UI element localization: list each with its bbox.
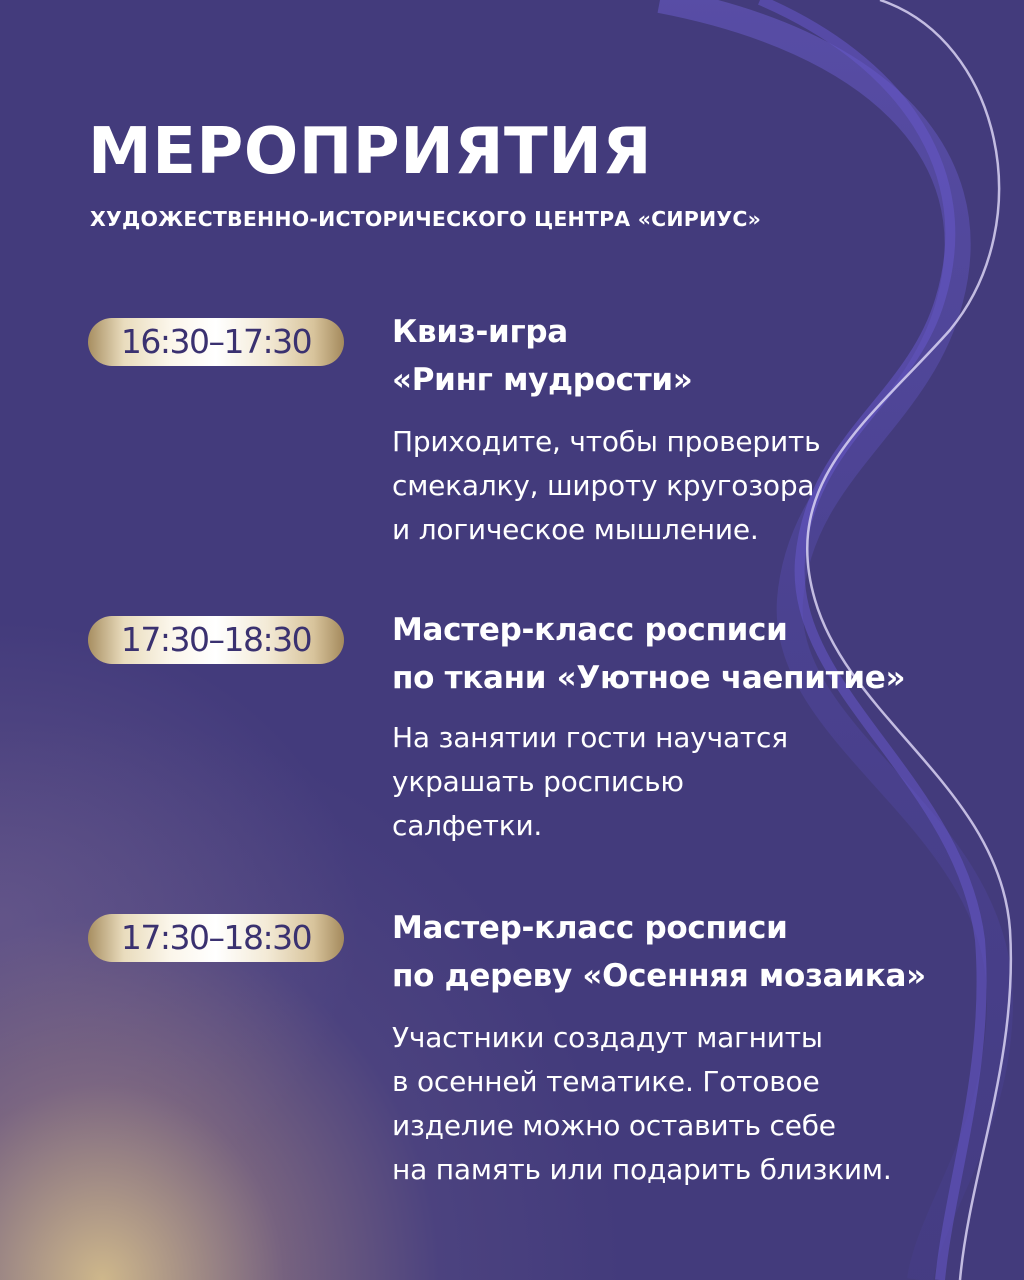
page-title: МЕРОПРИЯТИЯ <box>88 115 653 189</box>
page-subtitle: ХУДОЖЕСТВЕННО-ИСТОРИЧЕСКОГО ЦЕНТРА «СИРИУС» <box>90 207 762 231</box>
event-title-line: «Ринг мудрости» <box>392 362 693 398</box>
event-title-line: Мастер-класс росписи <box>392 612 788 648</box>
event-description-line: в осенней тематике. Готовое <box>392 1065 820 1098</box>
event-description <box>392 716 788 848</box>
event-description-line: На занятии гости научатся <box>392 721 788 754</box>
event-description-line: украшать росписью <box>392 765 684 798</box>
event-description-line: Участники создадут магниты <box>392 1021 823 1054</box>
event-title-line: по ткани «Уютное чаепитие» <box>392 660 906 696</box>
event-title-line: по дереву «Осенняя мозаика» <box>392 958 926 994</box>
event-title <box>392 606 905 702</box>
time-badge: 17:30–18:30 <box>88 616 344 664</box>
event-description-line: Приходите, чтобы проверить <box>392 425 821 458</box>
event-title <box>392 308 693 404</box>
event-description-line: и логическое мышление. <box>392 513 759 546</box>
event-description-line: изделие можно оставить себе <box>392 1109 836 1142</box>
time-badge: 17:30–18:30 <box>88 914 344 962</box>
event-title-line: Квиз-игра <box>392 314 568 350</box>
event-description-line: салфетки. <box>392 809 543 842</box>
event-description-line: на память или подарить близким. <box>392 1153 892 1186</box>
event-title-line: Мастер-класс росписи <box>392 910 788 946</box>
event-description <box>392 1016 892 1192</box>
event-title <box>392 904 926 1000</box>
event-description-line: смекалку, широту кругозора <box>392 469 815 502</box>
event-description <box>392 420 820 552</box>
time-badge: 16:30–17:30 <box>88 318 344 366</box>
